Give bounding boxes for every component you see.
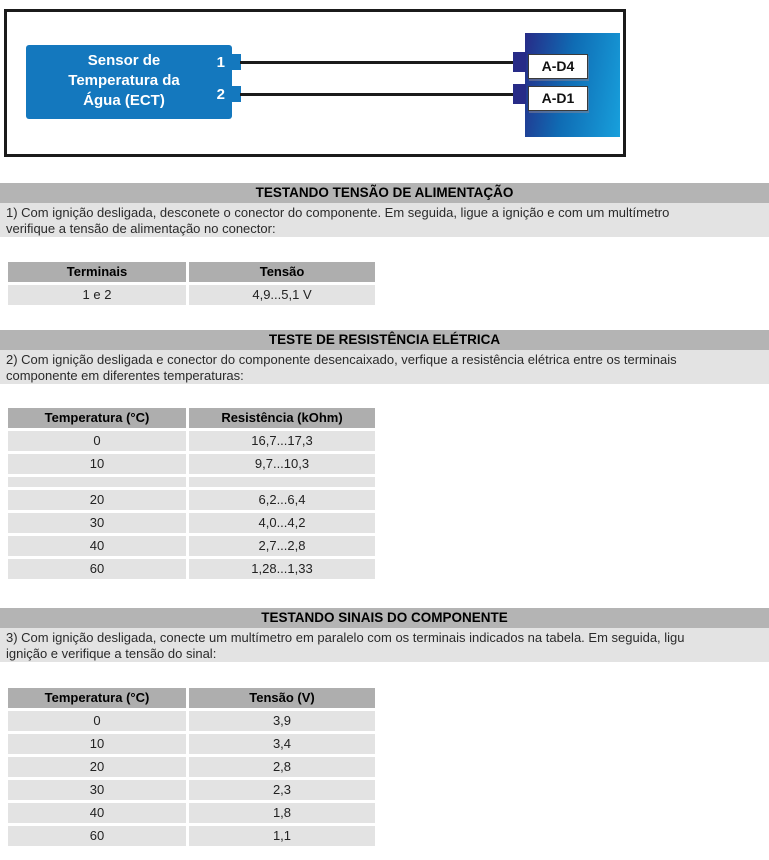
supply-voltage-table — [8, 262, 375, 305]
ecu-connector-box — [525, 33, 620, 137]
instruction-line: componente em diferentes temperaturas: — [6, 368, 244, 383]
section-instructions — [0, 203, 769, 237]
table-cell: 30 — [8, 513, 186, 533]
table-cell: 20 — [8, 490, 186, 510]
instruction-line: 1) Com ignição desligada, desconete o conector do componente. Em seguida, ligue a ignição e com um multímetro — [6, 205, 670, 220]
connector-terminal-tab — [513, 52, 526, 72]
instruction-line: 2) Com ignição desligada e conector do componente desencaixado, verfique a resistência elétrica entre os terminais — [6, 352, 677, 367]
table-cell: 40 — [8, 536, 186, 556]
wire — [240, 93, 520, 96]
connector-terminal-tab — [513, 84, 526, 104]
sensor-label-line: Temperatura da — [68, 72, 180, 89]
sensor-label-line: Água (ECT) — [83, 92, 165, 109]
table-cell: 6,2...6,4 — [189, 490, 375, 510]
sensor-pin-number: 1 — [216, 54, 225, 71]
table-cell: 10 — [8, 454, 186, 474]
section-title-signal-test: TESTANDO SINAIS DO COMPONENTE — [0, 608, 769, 628]
connector-pin-label: A-D1 — [528, 86, 588, 111]
table-cell: 9,7...10,3 — [189, 454, 375, 474]
table-cell: 4,0...4,2 — [189, 513, 375, 533]
table-spacer-cell — [189, 477, 375, 487]
table-cell: 10 — [8, 734, 186, 754]
instruction-line: ignição e verifique a tensão do sinal: — [6, 646, 217, 661]
sensor-label — [26, 51, 222, 111]
table-header-cell: Terminais — [8, 262, 186, 282]
table-cell: 3,9 — [189, 711, 375, 731]
table-cell: 60 — [8, 826, 186, 846]
table-cell: 16,7...17,3 — [189, 431, 375, 451]
table-cell: 0 — [8, 431, 186, 451]
table-cell: 2,7...2,8 — [189, 536, 375, 556]
sensor-box — [26, 45, 232, 119]
table-cell: 2,3 — [189, 780, 375, 800]
table-header-cell: Resistência (kOhm) — [189, 408, 375, 428]
table-cell: 3,4 — [189, 734, 375, 754]
table-cell: 40 — [8, 803, 186, 823]
signal-voltage-table — [8, 688, 375, 846]
table-cell: 0 — [8, 711, 186, 731]
table-cell: 4,9...5,1 V — [189, 285, 375, 305]
resistance-table — [8, 408, 375, 579]
sensor-label-line: Sensor de — [87, 52, 161, 69]
table-spacer-cell — [8, 477, 186, 487]
section-title-supply-voltage: TESTANDO TENSÃO DE ALIMENTAÇÃO — [0, 183, 769, 203]
table-header-cell: Tensão — [189, 262, 375, 282]
table-cell: 30 — [8, 780, 186, 800]
table-header-cell: Tensão (V) — [189, 688, 375, 708]
section-title-resistance-test: TESTE DE RESISTÊNCIA ELÉTRICA — [0, 330, 769, 350]
table-cell: 1,28...1,33 — [189, 559, 375, 579]
table-cell: 1,1 — [189, 826, 375, 846]
table-cell: 1 e 2 — [8, 285, 186, 305]
section-instructions — [0, 628, 769, 662]
table-header-cell: Temperatura (°C) — [8, 688, 186, 708]
table-cell: 2,8 — [189, 757, 375, 777]
table-cell: 60 — [8, 559, 186, 579]
connector-pin-label: A-D4 — [528, 54, 588, 79]
table-header-cell: Temperatura (°C) — [8, 408, 186, 428]
table-cell: 20 — [8, 757, 186, 777]
sensor-pin-number: 2 — [216, 86, 225, 103]
instruction-line: verifique a tensão de alimentação no conector: — [6, 221, 276, 236]
table-cell: 1,8 — [189, 803, 375, 823]
instruction-line: 3) Com ignição desligada, conecte um multímetro em paralelo com os terminais indicados na tabela. Em seguida, ligu — [6, 630, 685, 645]
section-instructions — [0, 350, 769, 384]
wire — [240, 61, 520, 64]
